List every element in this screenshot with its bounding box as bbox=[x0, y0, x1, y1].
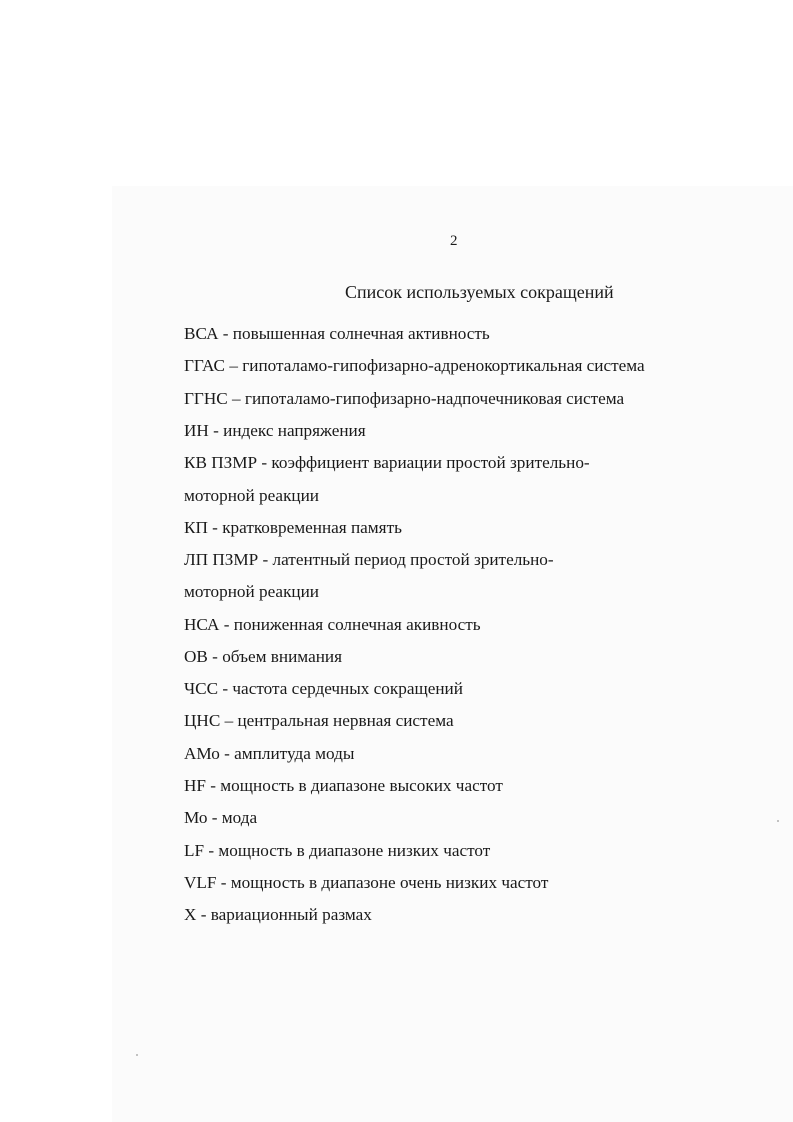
abbreviation-line: ГГНС – гипоталамо-гипофизарно-надпочечниковая система bbox=[184, 389, 625, 408]
abbreviation-line: ЧСС - частота сердечных сокращений bbox=[184, 679, 463, 698]
abbreviation-line: ОВ - объем внимания bbox=[184, 647, 342, 666]
abbreviation-line: НСА - пониженная солнечная акивность bbox=[184, 615, 481, 634]
abbreviation-line: КП - кратковременная память bbox=[184, 518, 402, 537]
abbreviation-line: ГГАС – гипоталамо-гипофизарно-адренокортикальная система bbox=[184, 356, 645, 375]
abbreviation-line-continuation: моторной реакции bbox=[184, 486, 320, 505]
abbreviation-line: HF - мощность в диапазоне высоких частот bbox=[184, 776, 503, 795]
abbreviation-line: LF - мощность в диапазоне низких частот bbox=[184, 841, 491, 860]
abbreviation-line: VLF - мощность в диапазоне очень низких частот bbox=[184, 873, 549, 892]
abbreviation-line: ИН - индекс напряжения bbox=[184, 421, 366, 440]
scan-speck bbox=[136, 1054, 138, 1056]
abbreviation-line: Мо - мода bbox=[184, 808, 258, 827]
abbreviation-line: ВСА - повышенная солнечная активность bbox=[184, 324, 490, 343]
abbreviation-line-continuation: моторной реакции bbox=[184, 582, 320, 601]
abbreviation-line: Х - вариационный размах bbox=[184, 905, 372, 924]
scan-speck bbox=[777, 820, 779, 822]
abbreviation-line: КВ ПЗМР - коэффициент вариации простой зрительно- bbox=[184, 453, 590, 472]
abbreviation-line: ЦНС – центральная нервная система bbox=[184, 711, 454, 730]
page-title: Список используемых сокращений bbox=[345, 282, 614, 302]
abbreviation-line: ЛП ПЗМР - латентный период простой зрительно- bbox=[184, 550, 554, 569]
abbreviation-line: АМо - амплитуда моды bbox=[184, 744, 355, 763]
page-number: 2 bbox=[450, 233, 458, 249]
